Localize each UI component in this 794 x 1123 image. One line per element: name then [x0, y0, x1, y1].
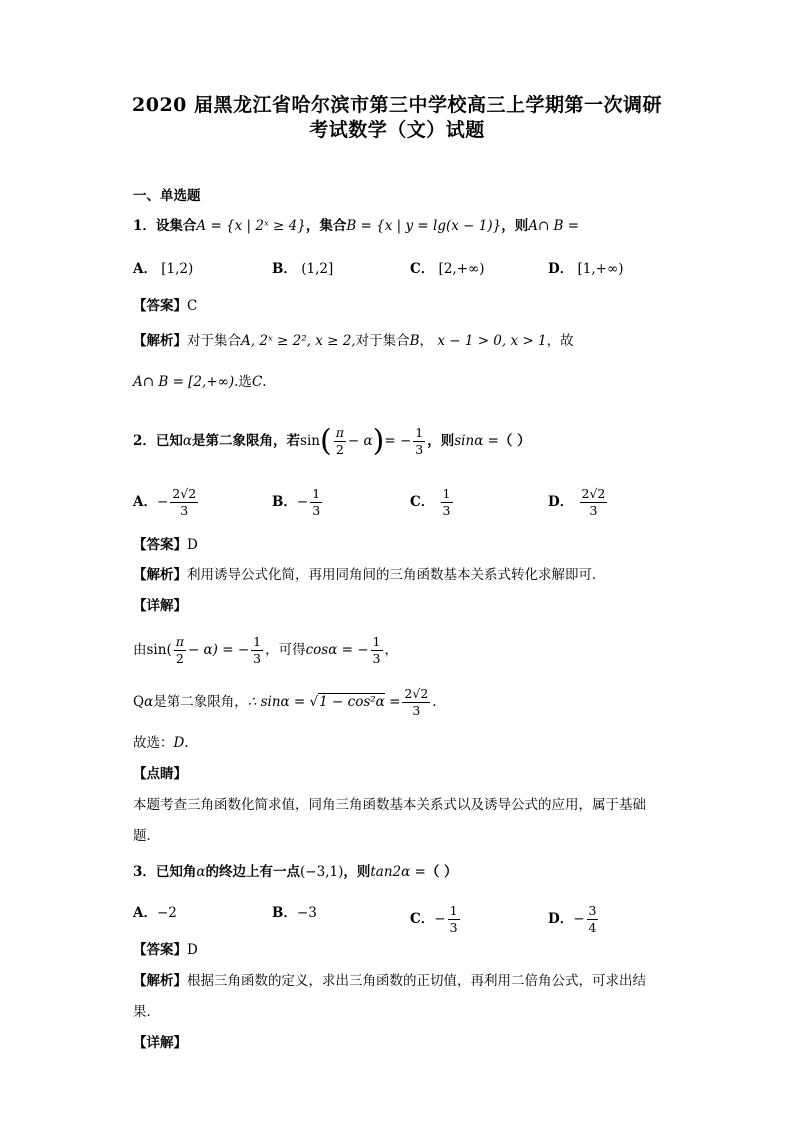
- q2-step2: Qα是第二象限角，∴ sinα = √1 − cos²α = $\frac{2√2}{3}$ .: [133, 686, 437, 718]
- q1-option-a: A． [1,2): [133, 261, 194, 277]
- q3-detail-heading: 【详解】: [133, 1035, 187, 1051]
- q1-stem: 1．设集合A = {x | 2ˣ ≥ 4}，集合B = {x | y = lg(x − 1)}，则A∩ B =: [133, 218, 580, 234]
- q3-answer: 【答案】D: [133, 942, 198, 958]
- q2-choose: 故选：D.: [133, 735, 189, 751]
- q3-option-a: A．−2: [133, 905, 177, 921]
- q2-comment-line2: 题．: [133, 828, 160, 844]
- q3-stem: 3．已知角α的终边上有一点(−3,1)，则tan2α =（ ）: [133, 864, 458, 880]
- q1-analysis-cont: A∩ B = [2,+∞).选C.: [133, 374, 267, 390]
- doc-title-line2: 考试数学（文）试题: [309, 119, 485, 141]
- section-heading: 一、单选题: [133, 188, 201, 204]
- q2-option-d: D． $\frac{2√2}{3}$: [548, 486, 606, 518]
- q2-option-b: B．− $\frac{1}{3}$: [272, 486, 321, 518]
- q2-step1: 由sin( $\frac{\pi}{2}$ − α) = − $\frac{1}{3}$ ，可得cosα = − $\frac{1}{3}$ ，: [133, 634, 398, 666]
- doc-title-line1: 2020 届黑龙江省哈尔滨市第三中学校高三上学期第一次调研: [132, 94, 662, 116]
- q1-option-b: B． (1,2]: [272, 261, 334, 277]
- q2-option-c: C． $\frac{1}{3}$: [410, 486, 451, 518]
- q2-detail-heading: 【详解】: [133, 598, 187, 614]
- q2-analysis: 【解析】利用诱导公式化简，再用同角间的三角函数基本关系式转化求解即可．: [133, 567, 606, 583]
- q3-analysis-line1: 【解析】根据三角函数的定义，求出三角函数的正切值，再利用二倍角公式，可求出结: [133, 973, 646, 989]
- q2-answer: 【答案】D: [133, 537, 198, 553]
- q2-stem: 2．已知α是第二象限角，若sin( $\frac{\pi}{2}$ − α)= − $\frac{1}{3}$ ，则sinα =（ ）: [133, 423, 531, 459]
- q3-option-d: D．− $\frac{3}{4}$: [548, 903, 597, 935]
- q2-comment-line1: 本题考查三角函数化简求值，同角三角函数基本关系式以及诱导公式的应用，属于基础: [133, 797, 646, 813]
- q1-analysis: 【解析】对于集合A, 2ˣ ≥ 2², x ≥ 2,对于集合B， x − 1 > 0, x > 1，故: [133, 333, 574, 349]
- q2-option-a: A．− $\frac{2√2}{3}$: [133, 486, 197, 518]
- q1-answer: 【答案】C: [133, 298, 198, 314]
- q3-option-b: B．−3: [272, 905, 317, 921]
- q3-option-c: C．− $\frac{1}{3}$: [410, 903, 458, 935]
- q1-option-c: C． [2,+∞): [410, 261, 485, 277]
- q2-comment-heading: 【点睛】: [133, 766, 187, 782]
- q3-analysis-line2: 果．: [133, 1004, 160, 1020]
- q1-option-d: D． [1,+∞): [548, 261, 624, 277]
